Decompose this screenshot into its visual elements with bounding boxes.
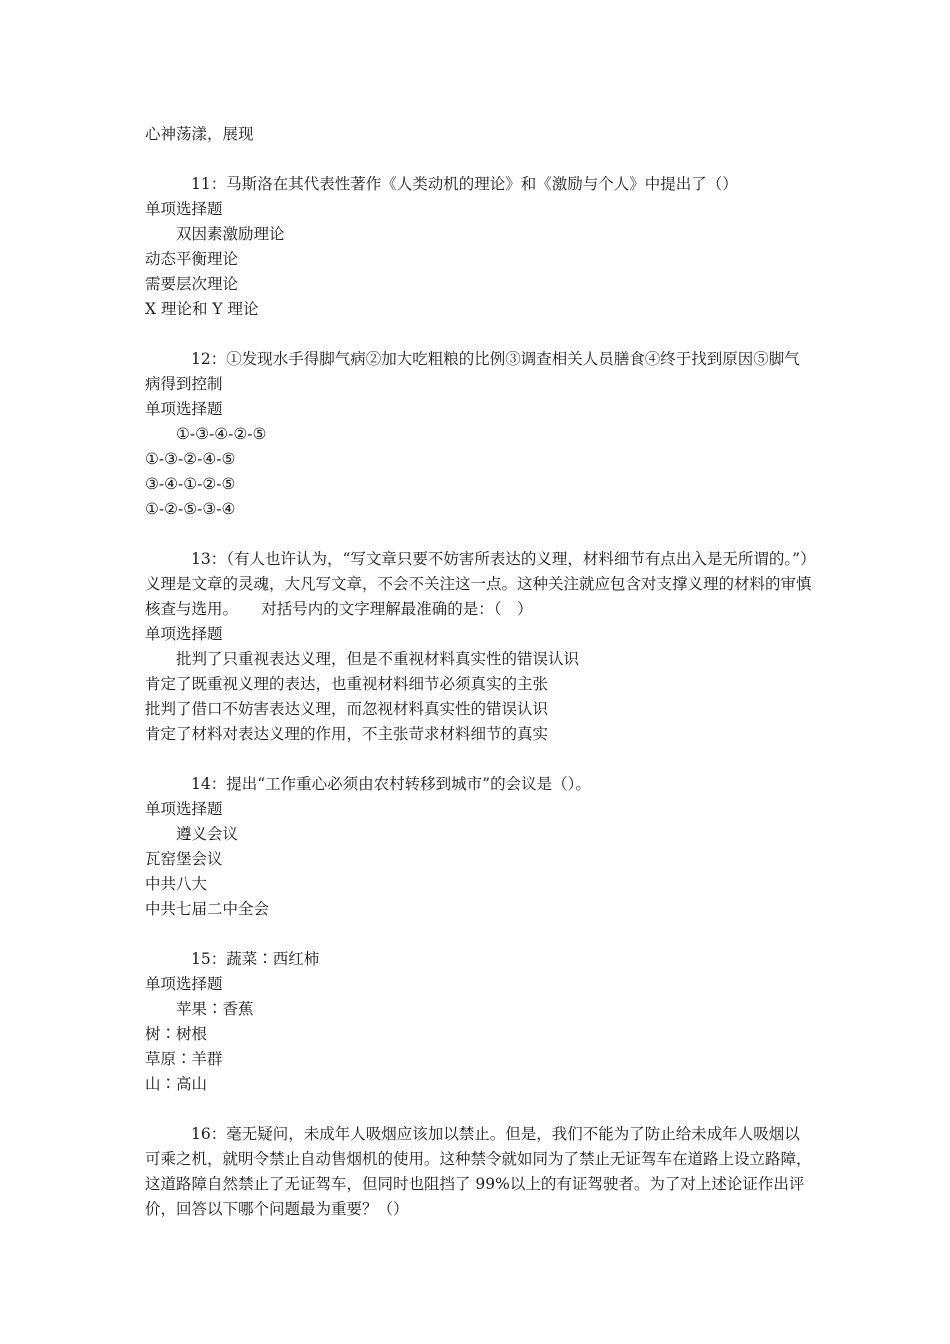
option-a: ①-③-④-②-⑤ <box>176 425 267 443</box>
option-c: ③-④-①-②-⑤ <box>145 475 236 493</box>
question-type: 单项选择题 <box>145 200 223 218</box>
question-text: 14：提出“工作重心必须由农村转移到城市”的会议是（）。 <box>191 775 591 793</box>
question-16 <box>145 1122 813 1222</box>
question-type: 单项选择题 <box>145 625 223 643</box>
question-text: 12：①发现水手得脚气病②加大吃粗粮的比例③调查相关人员膳食④终于找到原因⑤脚气病得到控制 <box>145 350 800 393</box>
option-b: 动态平衡理论 <box>145 250 239 268</box>
option-d: ①-②-⑤-③-④ <box>145 500 236 518</box>
question-type: 单项选择题 <box>145 400 223 418</box>
question-12 <box>145 347 813 522</box>
question-14 <box>145 772 813 922</box>
option-c: 需要层次理论 <box>145 275 239 293</box>
option-d: X 理论和 Y 理论 <box>145 300 259 318</box>
intro-line: 心神荡漾，展现 <box>145 125 254 143</box>
question-text: 15：蔬菜∶西红柿 <box>191 950 320 968</box>
option-a: 遵义会议 <box>176 825 239 843</box>
question-type: 单项选择题 <box>145 975 223 993</box>
question-text: 13：（有人也许认为，“写文章只要不妨害所表达的义理，材料细节有点出入是无所谓的。”）义理是文章的灵魂，大凡写文章，不会不关注这一点。这种关注就应包含对支撑义理的材料的审慎核查与选用。 对括号内的文字理解最准确的是：（ ） <box>145 550 812 618</box>
option-c: 批判了借口不妨害表达义理，而忽视材料真实性的错误认识 <box>145 700 549 718</box>
option-b: 树∶树根 <box>145 1025 208 1043</box>
question-11 <box>145 172 813 322</box>
question-text: 16：毫无疑问，未成年人吸烟应该加以禁止。但是，我们不能为了防止给未成年人吸烟以可乘之机，就明令禁止自动售烟机的使用。这种禁令就如同为了禁止无证驾车在道路上设立路障，这道路障自然禁止了无证驾车，但同时也阻挡了 99%以上的有证驾驶者。为了对上述论证作出评价，回答以下哪个问题最为重要？（） <box>145 1125 812 1218</box>
question-type: 单项选择题 <box>145 800 223 818</box>
question-13 <box>145 547 813 747</box>
option-a: 苹果∶香蕉 <box>176 1000 254 1018</box>
option-d: 山∶高山 <box>145 1075 208 1093</box>
option-c: 草原∶羊群 <box>145 1050 223 1068</box>
option-b: ①-③-②-④-⑤ <box>145 450 236 468</box>
option-b: 瓦窑堡会议 <box>145 850 223 868</box>
document-page <box>145 122 813 1222</box>
option-c: 中共八大 <box>145 875 208 893</box>
option-d: 肯定了材料对表达义理的作用，不主张苛求材料细节的真实 <box>145 725 549 743</box>
option-b: 肯定了既重视义理的表达，也重视材料细节必须真实的主张 <box>145 675 549 693</box>
option-d: 中共七届二中全会 <box>145 900 270 918</box>
option-a: 双因素激励理论 <box>176 225 285 243</box>
question-text: 11：马斯洛在其代表性著作《人类动机的理论》和《激励与个人》中提出了（） <box>191 175 738 193</box>
option-a: 批判了只重视表达义理，但是不重视材料真实性的错误认识 <box>176 650 580 668</box>
question-15 <box>145 947 813 1097</box>
